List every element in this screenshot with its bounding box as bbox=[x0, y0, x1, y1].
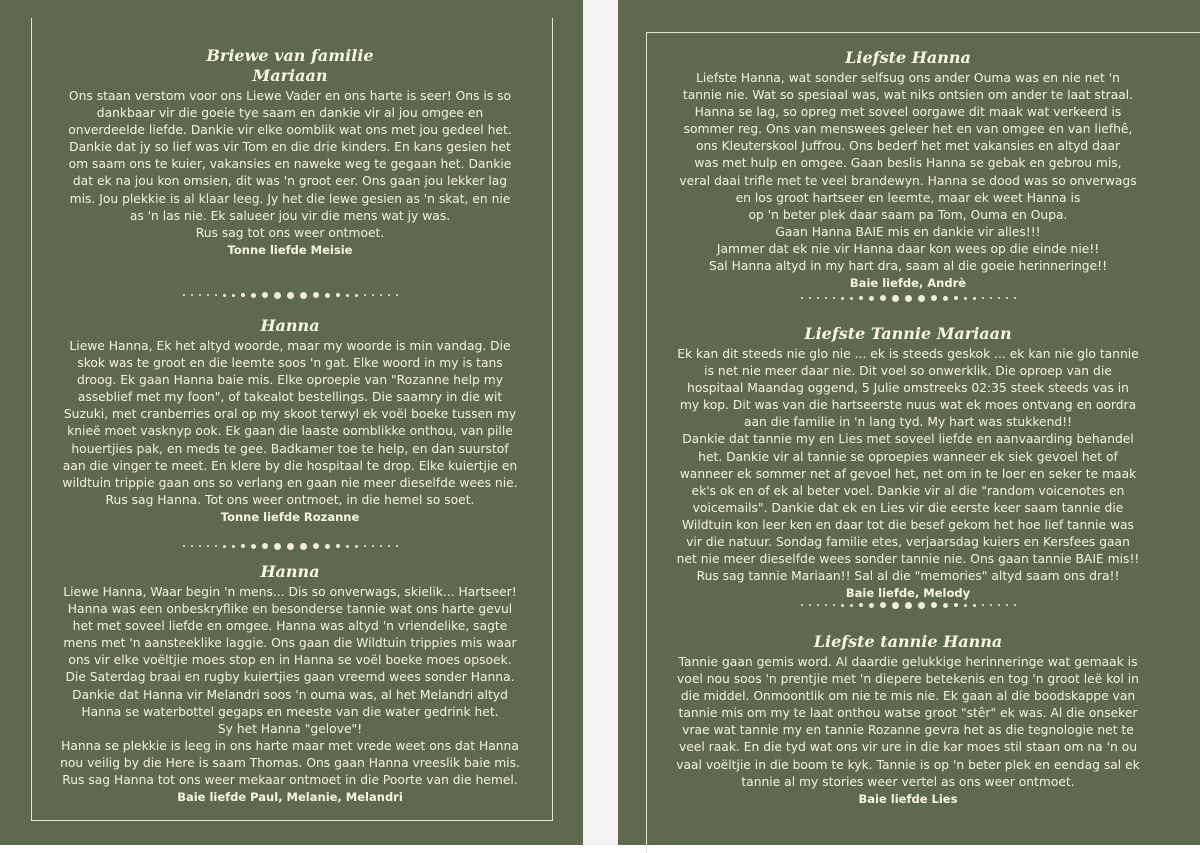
divider-dot bbox=[300, 292, 307, 299]
divider-dot bbox=[262, 543, 268, 549]
divider-dot bbox=[817, 604, 819, 606]
letter-line: ek's ok en of ek al beter voel. Dankie vir al die "random voicenotes en bbox=[691, 483, 1125, 498]
section-title: Liefste Hanna bbox=[845, 48, 971, 67]
letter-body bbox=[40, 584, 540, 789]
letter-line: Hanna se lag, so opreg met soveel oorgawe dit maak wat verkeerd is bbox=[694, 105, 1122, 120]
divider-dot bbox=[325, 293, 330, 298]
letter-line: Rus sag Hanna tot ons weer mekaar ontmoet in die Poorte van die hemel. bbox=[62, 773, 518, 788]
divider-dot bbox=[964, 604, 967, 607]
divider-dot bbox=[207, 294, 209, 296]
divider-dot bbox=[905, 602, 912, 609]
letter-lies bbox=[648, 632, 1168, 808]
letter-line: ons Kleuterskool Juffrou. Ons bederf het met vakansies en altyd daar bbox=[695, 139, 1121, 154]
section-title: Hanna bbox=[260, 562, 320, 581]
letter-line: Liewe Hanna, Ek het altyd woorde, maar my woorde is min vandag. Die bbox=[69, 339, 511, 353]
divider-dot bbox=[183, 294, 185, 296]
divider-dot bbox=[880, 295, 886, 301]
divider-dot bbox=[251, 293, 256, 298]
divider-dot bbox=[954, 603, 958, 607]
divider-dot bbox=[1014, 297, 1016, 299]
letter-line: veral daai trifle met te veel brandewyn. Hanna se dood was so onverwags bbox=[679, 173, 1137, 188]
letter-line: droog. Ek gaan Hanna baie mis. Elke oproepie van "Rozanne help my bbox=[76, 373, 504, 388]
letter-line: Rus sag Hanna. Tot ons weer ontmoet, in die hemel so soet. bbox=[105, 492, 475, 507]
divider-dot bbox=[199, 545, 201, 547]
letter-line: sommer reg. Ons van menswees geleer het en van omgee en van liefhê, bbox=[683, 122, 1133, 137]
divider-dot bbox=[1014, 604, 1016, 606]
divider-dot bbox=[313, 292, 319, 298]
letter-line: die middel. Onmoontlik om nie te mis nie. Ek gaan al die boodskappe van bbox=[680, 689, 1136, 704]
letter-line: my kop. Dit was van die hartseerste nuus wat ek moes ontvang en oordra bbox=[679, 398, 1137, 413]
divider-dot bbox=[287, 543, 294, 550]
divider-dot bbox=[931, 602, 937, 608]
divider-dot bbox=[396, 545, 398, 547]
letter-line: wanneer ek sommer net af gevoel het, net om in te loer en seker te maak bbox=[679, 466, 1137, 481]
divider-dot bbox=[313, 543, 319, 549]
letter-line: Wildtuin kon leer ken en daar tot die besef gekom het hoe lief tannie was bbox=[682, 517, 1134, 532]
divider-dot bbox=[199, 294, 201, 296]
letter-line: vrae wat tannie my en tannie Rozanne gevra het as die tegnologie net te bbox=[682, 723, 1134, 738]
letter-paul-melanie-melandri bbox=[40, 562, 540, 806]
letter-body bbox=[648, 70, 1168, 275]
divider-dot bbox=[841, 297, 844, 300]
section-title: Liefste tannie Hanna bbox=[813, 632, 1003, 651]
divider-dot bbox=[918, 295, 925, 302]
divider-dot bbox=[998, 297, 1000, 299]
divider-dot bbox=[251, 544, 256, 549]
signature: Baie liefde, Melody bbox=[845, 586, 971, 601]
letter-line: voel nou soos 'n prentjie met 'n diepere betekenis en tog 'n groot leë kol in bbox=[677, 672, 1139, 687]
dot-divider bbox=[733, 293, 1083, 303]
letter-line: Rus sag tot ons weer ontmoet. bbox=[195, 225, 385, 240]
divider-dot bbox=[1006, 297, 1008, 299]
divider-dot bbox=[880, 602, 886, 608]
signature: Baie liefde, Andrè bbox=[849, 276, 967, 291]
signature: Baie liefde Paul, Melanie, Melandri bbox=[177, 790, 403, 805]
letter-line: Hanna se waterbottel gegaps en meeste van die water gedrink het. bbox=[81, 704, 499, 719]
signature: Tonne liefde Meisie bbox=[227, 242, 353, 257]
divider-dot bbox=[274, 292, 281, 299]
letter-line: Liewe Hanna, Waar begin 'n mens... Dis so onverwags, skielik... Hartseer! bbox=[63, 585, 517, 599]
letter-line: Sy het Hanna "gelove"! bbox=[217, 721, 363, 736]
divider-dot bbox=[223, 294, 226, 297]
divider-dot bbox=[982, 604, 984, 606]
divider-dot bbox=[372, 545, 374, 547]
divider-dot bbox=[191, 545, 193, 547]
divider-dot bbox=[841, 604, 844, 607]
letter-line: Suzuki, met cranberries oral op my skoot terwyl ek voël boeke tussen my bbox=[63, 407, 517, 422]
letter-line: tannie mis om my te laat onthou watse groot "stêr" ek was. Al die onseker bbox=[678, 706, 1138, 721]
letter-line: dat ek na jou kon omsien, dit was 'n groot eer. Ons gaan jou lekker lag bbox=[72, 174, 508, 189]
letter-line: het. Dankie vir al tannie se oproepies wanneer ek siek gevoel het of bbox=[698, 449, 1118, 464]
divider-dot bbox=[859, 603, 863, 607]
divider-dot bbox=[396, 294, 398, 296]
letter-line: aan die familie in 'n lang tyd. My hart was stukkend!! bbox=[743, 415, 1073, 430]
divider-dot bbox=[241, 293, 245, 297]
letter-line: Dankie dat Hanna vir Melandri soos 'n ouma was, al het Melandri altyd bbox=[72, 687, 508, 702]
divider-dot bbox=[850, 297, 853, 300]
divider-dot bbox=[232, 294, 235, 297]
letter-line: Die Saterdag braai en rugby kuiertjies gaan vreemd wees sonder Hanna. bbox=[65, 670, 515, 685]
letter-melody bbox=[648, 324, 1168, 602]
divider-dot bbox=[274, 543, 281, 550]
letter-line: Hanna was een onbeskryflike en besonderse tannie wat ons harte gevul bbox=[67, 602, 513, 617]
divider-dot bbox=[809, 604, 811, 606]
divider-dot bbox=[905, 295, 912, 302]
letter-line: tannie al my stories weer vertel as ons weer ontmoet. bbox=[741, 774, 1075, 789]
divider-dot bbox=[869, 296, 874, 301]
divider-dot bbox=[973, 297, 976, 300]
divider-dot bbox=[931, 295, 937, 301]
divider-dot bbox=[943, 603, 948, 608]
divider-dot bbox=[388, 294, 390, 296]
divider-dot bbox=[850, 604, 853, 607]
divider-dot bbox=[287, 292, 294, 299]
letter-line: ons vir elke voëltjie moes stop en in Hanna se voël boeke moes opsoek. bbox=[68, 653, 512, 668]
divider-dot bbox=[223, 545, 226, 548]
section-subtitle: Mariaan bbox=[252, 66, 328, 85]
letter-line: tannie nie. Wat so spesiaal was, wat niks ontsien om ander te laat straal. bbox=[682, 88, 1134, 103]
divider-dot bbox=[300, 543, 307, 550]
letter-line: Hanna se plekkie is leeg in ons harte maar met vrede weet ons dat Hanna bbox=[61, 738, 519, 753]
divider-dot bbox=[215, 545, 217, 547]
letter-line: Ek kan dit steeds nie glo nie ... ek is steeds geskok ... ek kan nie glo tannie bbox=[677, 347, 1139, 361]
divider-dot bbox=[964, 297, 967, 300]
divider-dot bbox=[869, 603, 874, 608]
letter-line: Jammer dat ek nie vir Hanna daar kon wees op die einde nie!! bbox=[716, 241, 1100, 256]
divider-dot bbox=[982, 297, 984, 299]
divider-dot bbox=[388, 545, 390, 547]
letter-line: Liefste Hanna, wat sonder selfsug ons ander Ouma was en nie net 'n bbox=[696, 71, 1120, 85]
letter-line: het met soveel liefde en omgee. Hanna was altyd 'n vriendelike, sagte bbox=[72, 619, 508, 634]
letter-body bbox=[40, 338, 540, 509]
section-title: Liefste Tannie Mariaan bbox=[804, 324, 1012, 343]
divider-dot bbox=[183, 545, 185, 547]
page-gutter bbox=[583, 0, 618, 845]
letter-line: dankbaar vir die goeie tye saam en dankie vir al jou omgee en bbox=[96, 106, 484, 121]
letter-line: Ons staan verstom voor ons Liewe Vader en ons harte is seer! Ons is so bbox=[68, 89, 512, 103]
divider-dot bbox=[372, 294, 374, 296]
letter-line: asseblief met my foon", of takealot bestellings. Die saamry in die wit bbox=[77, 390, 503, 405]
section-title: Hanna bbox=[260, 316, 320, 335]
divider-dot bbox=[973, 604, 976, 607]
signature: Tonne liefde Rozanne bbox=[220, 509, 360, 524]
divider-dot bbox=[215, 294, 217, 296]
letter-line: aan die vinger te meet. En klere by die hospitaal te drop. Elke kuiertjie en bbox=[62, 458, 518, 473]
divider-dot bbox=[918, 602, 925, 609]
divider-dot bbox=[859, 296, 863, 300]
divider-dot bbox=[346, 545, 349, 548]
divider-dot bbox=[380, 545, 382, 547]
divider-dot bbox=[801, 604, 803, 606]
divider-dot bbox=[892, 295, 899, 302]
divider-dot bbox=[809, 297, 811, 299]
divider-dot bbox=[241, 544, 245, 548]
letter-line: Sal Hanna altyd in my hart dra, saam al die goeie herinneringe!! bbox=[708, 259, 1108, 274]
divider-dot bbox=[825, 297, 827, 299]
signature: Baie liefde Lies bbox=[858, 791, 958, 806]
letter-body bbox=[40, 88, 540, 242]
letter-rozanne bbox=[40, 316, 540, 526]
letter-line: voicemails". Dankie dat ek en Lies vir die eerste keer saam tannie die bbox=[692, 500, 1124, 515]
divider-dot bbox=[336, 544, 340, 548]
divider-dot bbox=[336, 293, 340, 297]
letter-line: vaal voëltjie in die boom te kyk. Tannie is op 'n beter plek en eendag sal ek bbox=[676, 757, 1140, 772]
divider-dot bbox=[346, 294, 349, 297]
letter-line: mis. Jou plekkie is al klaar leeg. Jy het die lewe gesien as 'n skat, en nie bbox=[69, 191, 511, 206]
letter-line: Rus sag tannie Mariaan!! Sal al die "memories" altyd saam ons dra!! bbox=[696, 569, 1120, 584]
divider-dot bbox=[833, 297, 835, 299]
dot-divider bbox=[120, 290, 460, 300]
dot-divider bbox=[120, 541, 460, 551]
divider-dot bbox=[364, 294, 366, 296]
divider-dot bbox=[833, 604, 835, 606]
letter-line: is net nie meer daar nie. Dit voel so onwerklik. Die oproep van die bbox=[704, 364, 1112, 379]
section-title: Briewe van familie bbox=[206, 46, 374, 65]
letter-line: veel raak. En die tyd wat ons vir ure in die kar moes stil staan om na 'n ou bbox=[678, 740, 1138, 755]
letter-line: op 'n beter plek daar saam pa Tom, Ouma en Oupa. bbox=[748, 207, 1068, 222]
right-page bbox=[618, 0, 1200, 845]
divider-dot bbox=[954, 296, 958, 300]
letter-line: nou veilig by die Here is saam Thomas. Ons gaan Hanna vreeslik baie mis. bbox=[60, 755, 520, 770]
letter-line: hospitaal Maandag oggend, 5 Julie omstreeks 02:35 steek steeds vas in bbox=[687, 381, 1129, 396]
divider-dot bbox=[364, 545, 366, 547]
letter-line: net nie meer dieselfde wees sonder tannie nie. Ons gaan tannie BAIE mis!! bbox=[676, 552, 1140, 567]
divider-dot bbox=[825, 604, 827, 606]
letter-line: was met hulp en omgee. Gaan beslis Hanna se gebak en gebrou mis, bbox=[694, 156, 1122, 171]
divider-dot bbox=[1006, 604, 1008, 606]
divider-dot bbox=[207, 545, 209, 547]
divider-dot bbox=[998, 604, 1000, 606]
letter-andre bbox=[648, 48, 1168, 292]
letter-line: knieë moet vasknyp ook. Ek gaan die laaste oomblikke onthou, van pille bbox=[67, 424, 513, 439]
divider-dot bbox=[380, 294, 382, 296]
letter-line: houertjies pak, en meds te gee. Badkamer toe te help, en dan suurstof bbox=[71, 441, 509, 456]
divider-dot bbox=[262, 292, 268, 298]
divider-dot bbox=[990, 604, 992, 606]
letter-body bbox=[648, 346, 1168, 585]
letter-line: Dankie dat tannie my en Lies met soveel liefde en aanvaarding behandel bbox=[682, 432, 1134, 447]
divider-dot bbox=[191, 294, 193, 296]
letter-line: Dankie dat jy so lief was vir Tom en die drie kinders. En kans gesien het bbox=[69, 140, 511, 155]
letter-mariaan bbox=[40, 46, 540, 259]
divider-dot bbox=[232, 545, 235, 548]
letter-line: skok was te groot en die leemte soos 'n gat. Elke woord in my is tans bbox=[77, 356, 503, 371]
letter-line: Tannie gaan gemis word. Al daardie gelukkige herinneringe wat gemaak is bbox=[678, 655, 1138, 669]
divider-dot bbox=[892, 602, 899, 609]
divider-dot bbox=[325, 544, 330, 549]
letter-line: wildtuin trippie gaan ons so verlang en gaan nie meer dieselfde wees nie. bbox=[62, 475, 518, 490]
letter-line: onverdeelde liefde. Dankie vir elke oomblik wat ons met jou gedeel het. bbox=[68, 123, 512, 138]
left-page bbox=[0, 0, 583, 845]
divider-dot bbox=[801, 297, 803, 299]
letter-line: en los groot hartseer en leemte, maar ek weet Hanna is bbox=[735, 190, 1081, 205]
divider-dot bbox=[943, 296, 948, 301]
divider-dot bbox=[990, 297, 992, 299]
letter-body bbox=[648, 654, 1168, 791]
divider-dot bbox=[817, 297, 819, 299]
letter-line: as 'n las nie. Ek salueer jou vir die mens wat jy was. bbox=[129, 208, 451, 223]
divider-dot bbox=[355, 545, 358, 548]
letter-line: Gaan Hanna BAIE mis en dankie vir alles!!! bbox=[775, 224, 1041, 239]
letter-line: vir die natuur. Sondag familie etes, verjaarsdag kuiers en Kersfees gaan bbox=[686, 535, 1130, 550]
letter-line: om saam ons te kuier, vakansies en naweke weg te gegaan het. Dankie bbox=[68, 157, 512, 172]
divider-dot bbox=[355, 294, 358, 297]
dot-divider bbox=[733, 600, 1083, 610]
letter-line: mens met 'n aansteeklike laggie. Ons gaan die Wildtuin trippies mis waar bbox=[63, 636, 517, 651]
